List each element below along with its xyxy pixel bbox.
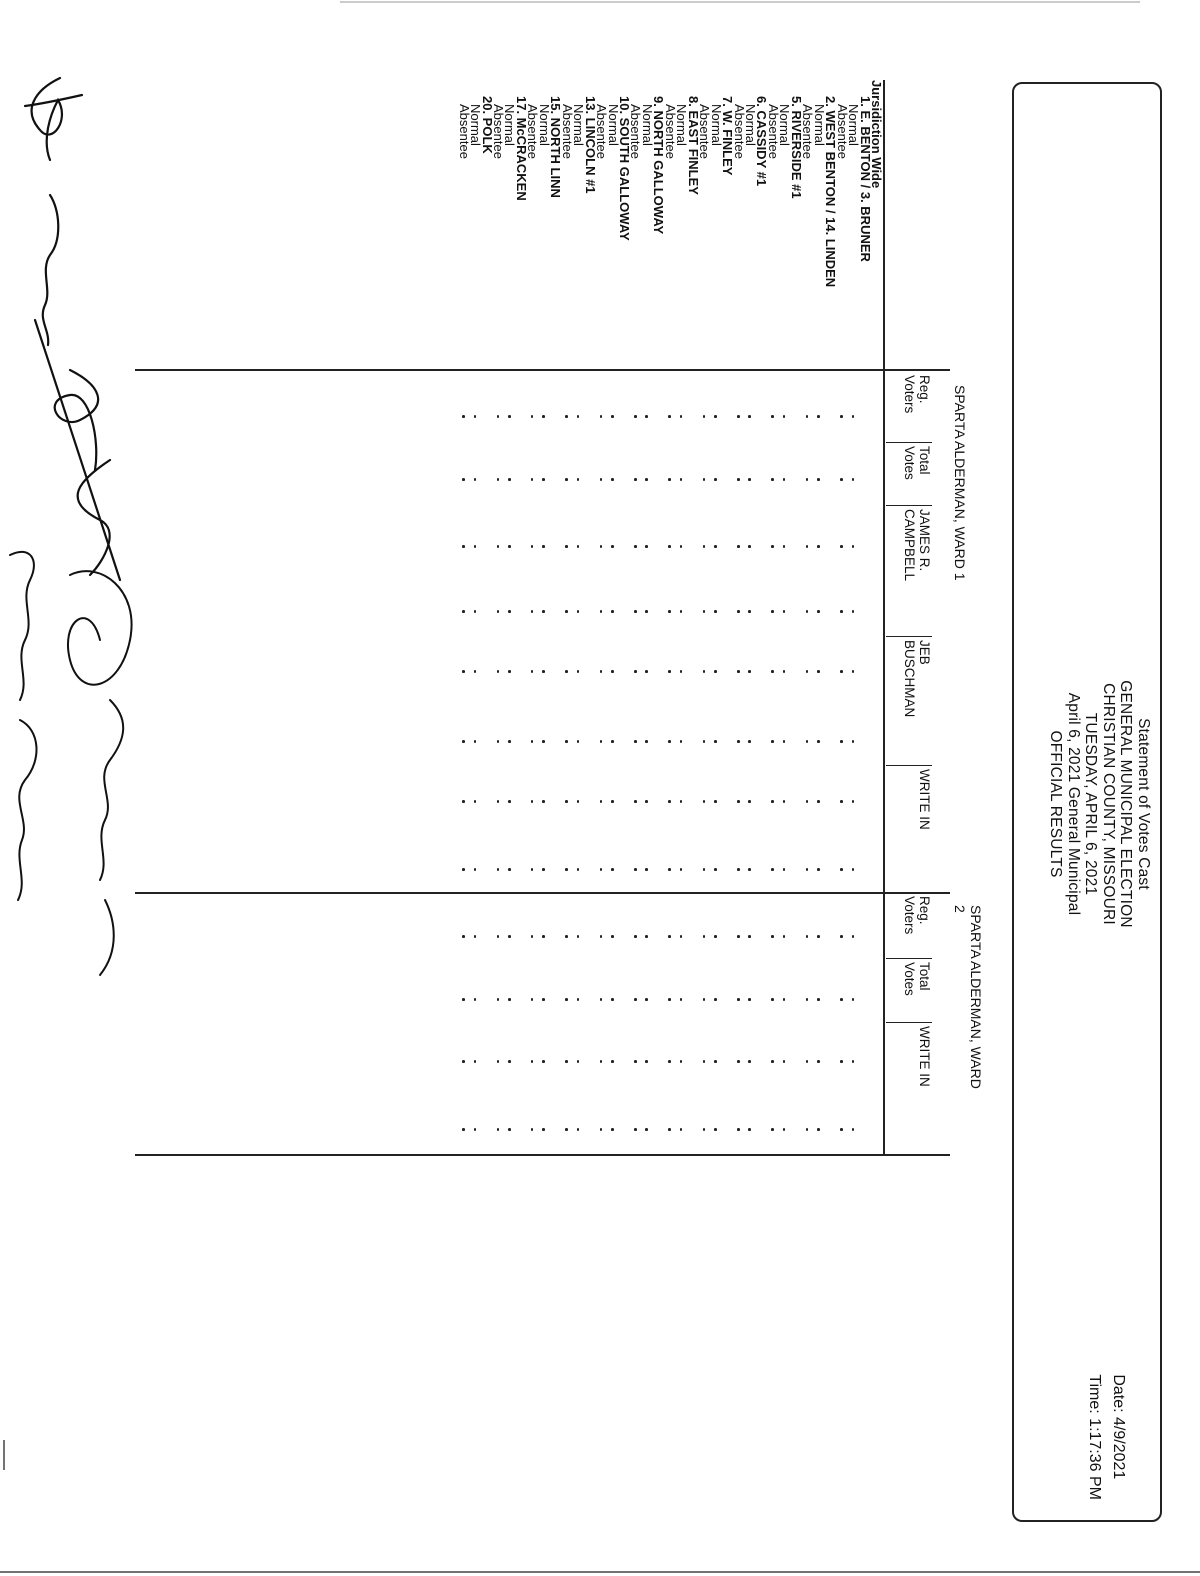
vote-type-label: Absentee	[491, 104, 507, 159]
col-head-line: Voters	[902, 896, 917, 935]
col-head-line: BUSCHMAN	[902, 640, 917, 718]
vote-type-label: Normal	[605, 104, 621, 146]
vote-type-label: Absentee	[525, 104, 541, 159]
report-title-line: OFFICIAL RESULTS	[1047, 730, 1065, 878]
vote-type-label: Absentee	[765, 104, 781, 159]
col-head-line: Reg.	[917, 375, 932, 404]
vote-type-label: Normal	[536, 104, 552, 146]
jurisdiction-header: Jursidiction Wide	[869, 80, 884, 189]
precinct-label: 9. NORTH GALLOWAY	[651, 96, 667, 235]
col-head-line: Total	[917, 446, 932, 475]
signature-2	[35, 320, 120, 580]
report-date: Date: 4/9/2021	[1110, 1374, 1127, 1480]
contest-title-ward-1: SPARTA ALDERMAN, WARD 1	[952, 385, 968, 581]
vote-type-label: Normal	[639, 104, 655, 146]
report-title-line: GENERAL MUNICIPAL ELECTION	[1117, 680, 1135, 928]
vote-type-label: Absentee	[662, 104, 678, 159]
col-head-line: Voters	[902, 375, 917, 414]
precinct-label: 7. W. FINLEY	[720, 96, 736, 176]
col-head-line: Total	[917, 962, 932, 991]
col-head-line: Votes	[902, 962, 917, 996]
col-head-line: JEB	[917, 640, 932, 665]
vote-type-label: Absentee	[834, 104, 850, 159]
signature-1	[25, 78, 82, 345]
col-head-line: Votes	[902, 446, 917, 480]
vote-type-label: Absentee	[594, 104, 610, 159]
col-head-line: WRITE IN	[917, 1026, 932, 1087]
contest-title-ward-2-line1: SPARTA ALDERMAN, WARD	[968, 905, 984, 1089]
signature-4	[10, 552, 36, 900]
vote-type-label: Absentee	[731, 104, 747, 159]
signature-3	[68, 571, 132, 975]
precinct-label: 17. McCRACKEN	[513, 96, 529, 201]
vote-type-label: Normal	[502, 104, 518, 146]
vote-type-label: Normal	[846, 104, 862, 146]
vote-type-label: Absentee	[628, 104, 644, 159]
vote-type-label: Normal	[571, 104, 587, 146]
vote-type-label: Normal	[468, 104, 484, 146]
vote-type-label: Normal	[777, 104, 793, 146]
precinct-label: 1. E. BENTON / 3. BRUNER	[857, 96, 873, 262]
vote-type-label: Absentee	[697, 104, 713, 159]
col-head-line: CAMPBELL	[902, 509, 917, 582]
report-title-line: TUESDAY, APRIL 6, 2021	[1082, 712, 1100, 896]
vote-type-label: Absentee	[559, 104, 575, 159]
col-head-line: WRITE IN	[917, 769, 932, 830]
precinct-label: 6. CASSIDY #1	[754, 96, 770, 187]
precinct-label: 13. LINCOLN #1	[582, 96, 598, 194]
vote-type-label: Absentee	[456, 104, 472, 159]
vote-type-label: Normal	[674, 104, 690, 146]
report-title-line: Statement of Votes Cast	[1135, 718, 1152, 890]
contest-title-ward-2-line2: 2	[952, 905, 968, 913]
precinct-label: 15. NORTH LINN	[548, 96, 564, 198]
precinct-label: 20. POLK	[479, 96, 495, 154]
vote-type-label: Normal	[811, 104, 827, 146]
col-head-line: Reg.	[917, 896, 932, 925]
col-head-line: JAMES R.	[917, 509, 932, 572]
precinct-label: 8. EAST FINLEY	[685, 96, 701, 195]
report-title-line: CHRISTIAN COUNTY, MISSOURI	[1100, 683, 1117, 925]
vote-type-label: Absentee	[800, 104, 816, 159]
precinct-label: 5. RIVERSIDE #1	[788, 96, 804, 199]
precinct-label: 10. SOUTH GALLOWAY	[617, 96, 633, 241]
report-time: Time: 1:17:36 PM	[1086, 1374, 1103, 1500]
report-title-line: April 6, 2021 General Municipal	[1065, 692, 1082, 916]
precinct-label: 2. WEST BENTON / 14. LINDEN	[823, 96, 839, 288]
vote-type-label: Normal	[743, 104, 759, 146]
vote-type-label: Normal	[708, 104, 724, 146]
